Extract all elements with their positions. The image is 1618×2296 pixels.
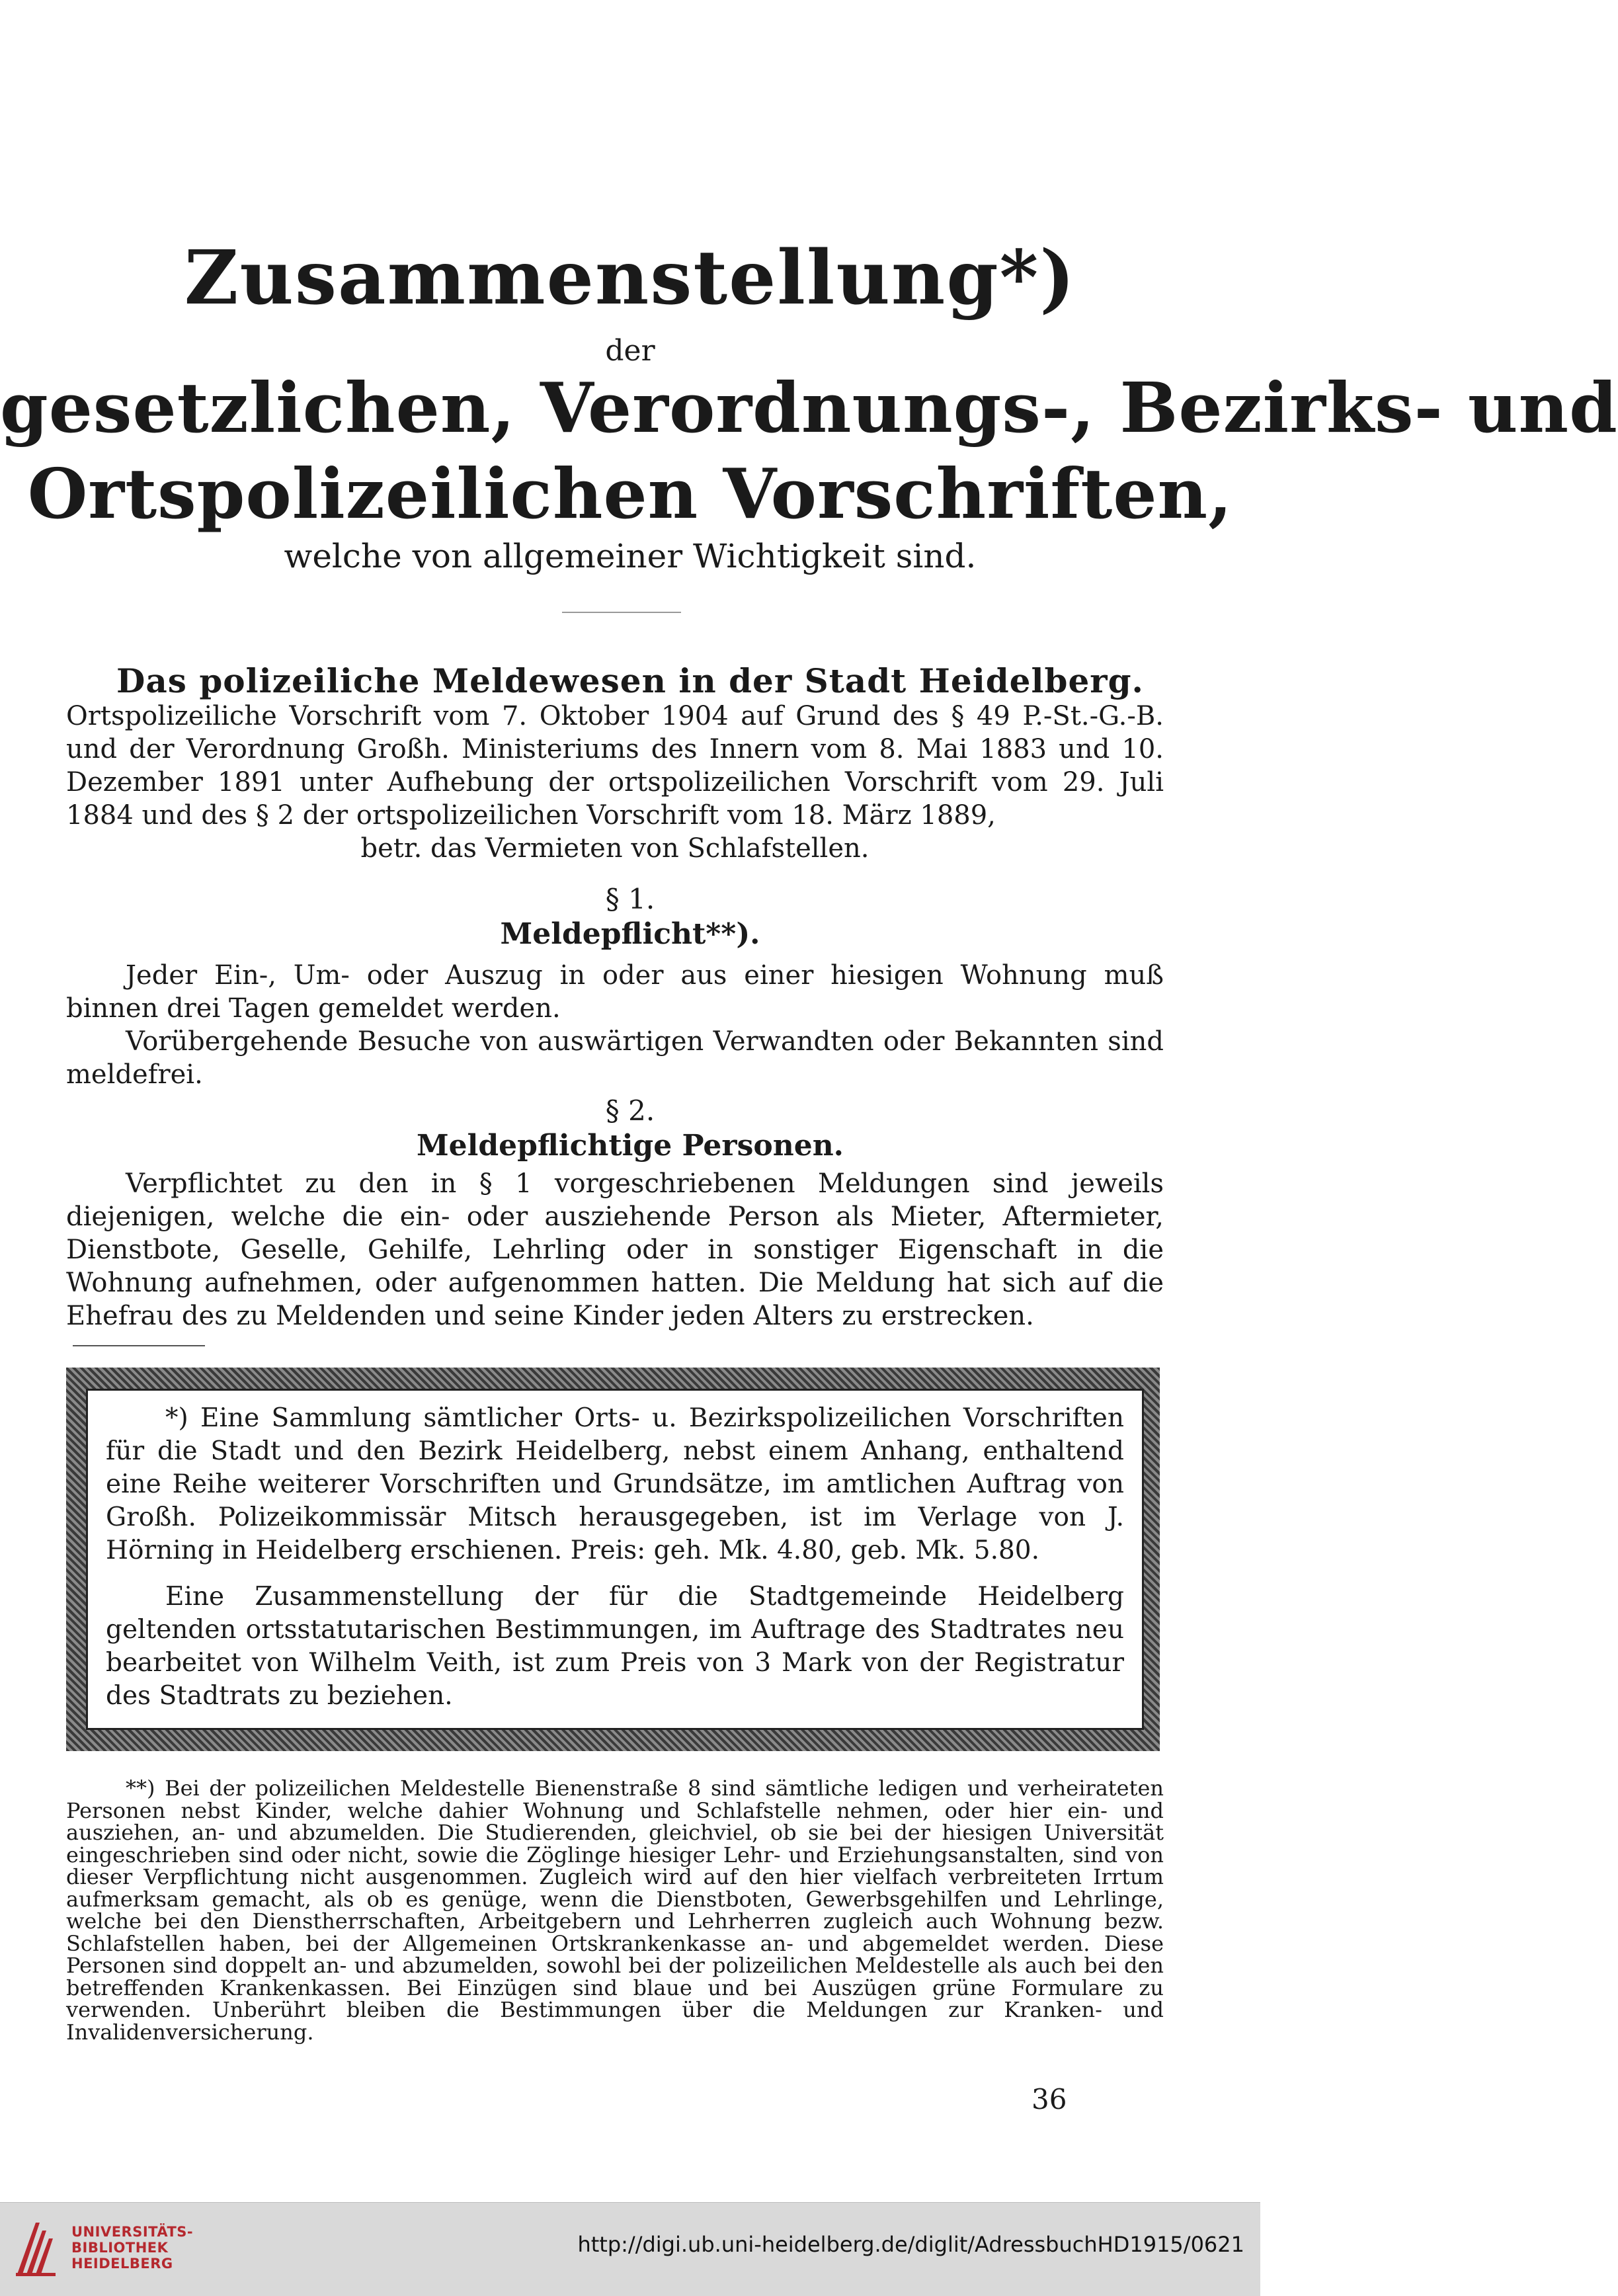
logo-line-3: HEIDELBERG	[71, 2256, 173, 2272]
page-number: 36	[1031, 2083, 1067, 2115]
section-intro	[66, 700, 1164, 865]
library-logo-text[interactable]	[71, 2224, 193, 2272]
footnote-rule	[73, 1345, 205, 1346]
paragraph-1-number: § 1.	[605, 883, 655, 915]
notice-note-1-text: *) Eine Sammlung sämtlicher Orts- u. Bezirkspolizeilichen Vorschriften für die Stadt und den Bezirk Heidelberg, nebst einem Anhang, enthaltend eine Reihe weiterer Vorschriften und Grundsätze, im amtlichen Auftrag von Großh. Polizeikommissär Mitsch herausgegeben, ist im Verlage von J. Hörning in Heidelberg erschienen. Preis: geh. Mk. 4.80, geb. Mk. 5.80.	[106, 1403, 1124, 1565]
title-subtitle: welche von allgemeiner Wichtigkeit sind.	[284, 537, 977, 575]
intro-body: Ortspolizeiliche Vorschrift vom 7. Oktober 1904 auf Grund des § 49 P.-St.-G.-B. und der Verordnung Großh. Ministeriums des Innern vom 8. Mai 1883 und 10. Dezember 1891 unter Aufhebung der ortspolizeilichen Vorschrift vom 29. Juli 1884 und des § 2 der ortspolizeilichen Vorschrift vom 18. März 1889,	[66, 701, 1164, 831]
source-url-link[interactable]: http://digi.ub.uni-heidelberg.de/diglit/AdressbuchHD1915/0621	[577, 2232, 1244, 2257]
footnote-text: **) Bei der polizeilichen Meldestelle Bienenstraße 8 sind sämtliche ledigen und verheirateten Personen nebst Kinder, welche dahier Wohnung und Schlafstelle nehmen, oder hier ein- und ausziehen, an- und abzumelden. Die Studierenden, gleichviel, ob sie bei der hiesigen Universität eingeschrieben sind oder nicht, sowie die Zöglinge hiesiger Lehr- und Erziehungsanstalten, sind von dieser Verpflichtung nicht ausgenommen. Zugleich wird auf den hier vielfach verbreiteten Irrtum aufmerksam gemacht, als ob es genüge, wenn die Dienstboten, Gewerbsgehilfen und Lehrlinge, welche bei den Dienstherrschaften, Arbeitgebern und Lehrherren zugleich auch Wohnung bezw. Schlafstellen haben, bei der Allgemeinen Ortskrankenkasse an- und abgemeldet werden. Diese Personen sind doppelt an- und abzumelden, sowohl bei der polizeilichen Meldestelle als auch bei den betreffenden Krankenkassen. Bei Einzügen sind blaue und bei Auszügen grüne Formulare zu verwenden. Unberührt bleiben die Bestimmungen über die Meldungen zur Kranken- und Invalidenversicherung.	[66, 1776, 1164, 2045]
paragraph-2-title: Meldepflichtige Personen.	[416, 1129, 844, 1163]
logo-line-2: BIBLIOTHEK	[71, 2240, 169, 2256]
notice-box-note-1	[106, 1402, 1124, 1567]
title-divider	[562, 612, 681, 613]
paragraph-2-body	[66, 1167, 1164, 1332]
footnote	[66, 1778, 1164, 2043]
intro-last-line: betr. das Vermieten von Schlafstellen.	[360, 833, 870, 864]
viewer-footer	[0, 2202, 1260, 2296]
paragraph-2-text: Verpflichtet zu den in § 1 vorgeschriebenen Meldungen sind jeweils diejenigen, welche die ein- oder ausziehende Person als Mieter, Aftermieter, Dienstbote, Geselle, Gehilfe, Lehrling oder in sonstiger Eigenschaft in die Wohnung aufnehmen, oder aufgenommen hatten. Die Meldung hat sich auf die Ehefrau des zu Meldenden und seine Kinder jeden Alters zu erstrecken.	[66, 1168, 1164, 1331]
paragraph-1-text-1: Jeder Ein-, Um- oder Auszug in oder aus einer hiesigen Wohnung muß binnen drei Tagen gemeldet werden.	[66, 960, 1164, 1024]
paragraph-2-number: § 2.	[605, 1094, 655, 1127]
paragraph-1-title: Meldepflicht**).	[500, 917, 760, 951]
notice-box-note-2	[106, 1580, 1124, 1713]
title-line-2: gesetzlichen, Verordnungs-, Bezirks- und	[0, 367, 1618, 448]
notice-note-2-text: Eine Zusammenstellung der für die Stadtgemeinde Heidelberg geltenden ortsstatutarischen Bestimmungen, im Auftrage des Stadtrates neu bearbeitet von Wilhelm Veith, ist zum Preis von 3 Mark von der Registratur des Stadtrats zu beziehen.	[106, 1582, 1124, 1711]
library-logo-icon[interactable]	[13, 2217, 58, 2278]
title-line-3: Ortspolizeilichen Vorschriften,	[27, 453, 1233, 534]
title-connector: der	[605, 334, 655, 368]
paragraph-1-body	[66, 959, 1164, 1091]
section-heading: Das polizeiliche Meldewesen in der Stadt Heidelberg.	[116, 661, 1144, 700]
document-title: Zusammenstellung*)	[184, 235, 1076, 321]
paragraph-1-text-2: Vorübergehende Besuche von auswärtigen Verwandten oder Bekannten sind meldefrei.	[66, 1026, 1164, 1090]
logo-line-1: UNIVERSITÄTS-	[71, 2224, 194, 2240]
